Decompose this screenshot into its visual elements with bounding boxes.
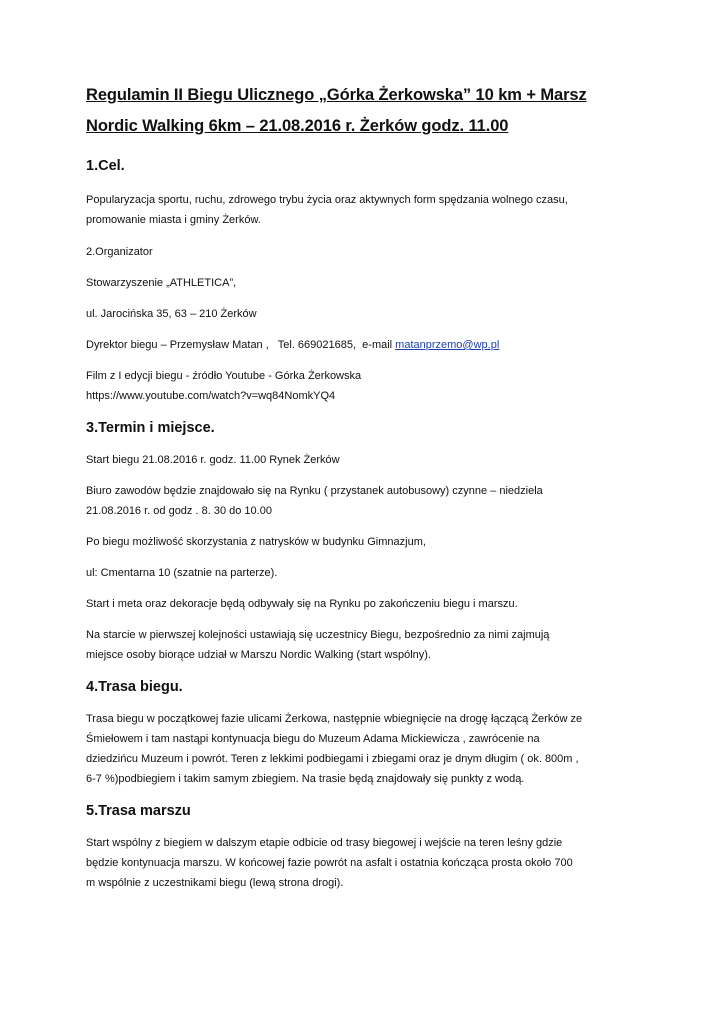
run-route-line-2: Śmiełowem i tam nastąpi kontynuacja biegu do Muzeum Adama Mickiewicza , zawrócenie na xyxy=(86,733,540,745)
office-line-2: 21.08.2016 r. od godz . 8. 30 do 10.00 xyxy=(86,505,272,517)
section-heading-trasa-biegu: 4.Trasa biegu. xyxy=(86,679,183,695)
document-content xyxy=(86,80,646,893)
run-route-info xyxy=(86,709,646,789)
office-line-1: Biuro zawodów będzie znajdowało się na Rynku ( przystanek autobusowy) czynne – niedziela xyxy=(86,485,543,497)
film-info xyxy=(86,366,646,406)
title-line-2: Nordic Walking 6km – 21.08.2016 r. Żerków godz. 11.00 xyxy=(86,117,509,135)
run-route-line-3: dziedzińcu Muzeum i powrót. Teren z lekkimi podbiegami i zbiegami oraz je dnym długim ( ok. 800m , xyxy=(86,753,579,765)
section-heading-cel: 1.Cel. xyxy=(86,158,125,174)
title-line-1: Regulamin II Biegu Ulicznego „Górka Żerkowska” 10 km + Marsz xyxy=(86,86,587,104)
director-text: Dyrektor biegu – Przemysław Matan , Tel. 669021685, e-mail xyxy=(86,339,396,351)
run-route-line-4: 6-7 %)podbiegiem i takim samym zbiegiem. Na trasie będą znajdowały się punkty z wodą. xyxy=(86,773,525,785)
start-order-info xyxy=(86,625,646,665)
director-info xyxy=(86,335,646,355)
paragraph-goal xyxy=(86,190,646,230)
section-heading-trasa-marszu: 5.Trasa marszu xyxy=(86,803,191,819)
organizer-label: 2.Organizator xyxy=(86,246,153,258)
run-route-line-1: Trasa biegu w początkowej fazie ulicami Żerkowa, następnie wbiegnięcie na drogę łączącą Żerków ze xyxy=(86,713,583,725)
order-line-2: miejsce osoby biorące udział w Marszu Nordic Walking (start wspólny). xyxy=(86,649,431,661)
association-name: Stowarzyszenie „ATHLETICA”, xyxy=(86,277,237,289)
order-line-1: Na starcie w pierwszej kolejności ustawiają się uczestnicy Biegu, bezpośrednio za nimi zajmują xyxy=(86,629,550,641)
walk-route-info xyxy=(86,833,646,893)
start-info: Start biegu 21.08.2016 r. godz. 11.00 Rynek Żerków xyxy=(86,454,340,466)
street-info: ul: Cmentarna 10 (szatnie na parterze). xyxy=(86,567,278,579)
meta-info: Start i meta oraz dekoracje będą odbywały się na Rynku po zakończeniu biegu i marszu. xyxy=(86,598,518,610)
showers-info: Po biegu możliwość skorzystania z natrysków w budynku Gimnazjum, xyxy=(86,536,426,548)
film-url: https://www.youtube.com/watch?v=wq84NomkYQ4 xyxy=(86,390,336,402)
walk-route-line-1: Start wspólny z biegiem w dalszym etapie odbicie od trasy biegowej i wejście na teren leśny gdzie xyxy=(86,837,563,849)
document-title xyxy=(86,80,646,142)
section-heading-termin: 3.Termin i miejsce. xyxy=(86,420,215,436)
director-email-link[interactable]: matanprzemo@wp.pl xyxy=(395,339,500,351)
goal-line-2: promowanie miasta i gminy Żerków. xyxy=(86,214,261,226)
goal-line-1: Popularyzacja sportu, ruchu, zdrowego trybu życia oraz aktywnych form spędzania wolnego czasu, xyxy=(86,194,568,206)
film-line-1: Film z I edycji biegu - źródło Youtube - Górka Żerkowska xyxy=(86,370,362,382)
walk-route-line-2: będzie kontynuacja marszu. W końcowej fazie powrót na asfalt i ostatnia kończąca prosta około 700 xyxy=(86,857,573,869)
association-address: ul. Jarocińska 35, 63 – 210 Żerków xyxy=(86,308,257,320)
walk-route-line-3: m wspólnie z uczestnikami biegu (lewą strona drogi). xyxy=(86,877,344,889)
office-info xyxy=(86,481,646,521)
